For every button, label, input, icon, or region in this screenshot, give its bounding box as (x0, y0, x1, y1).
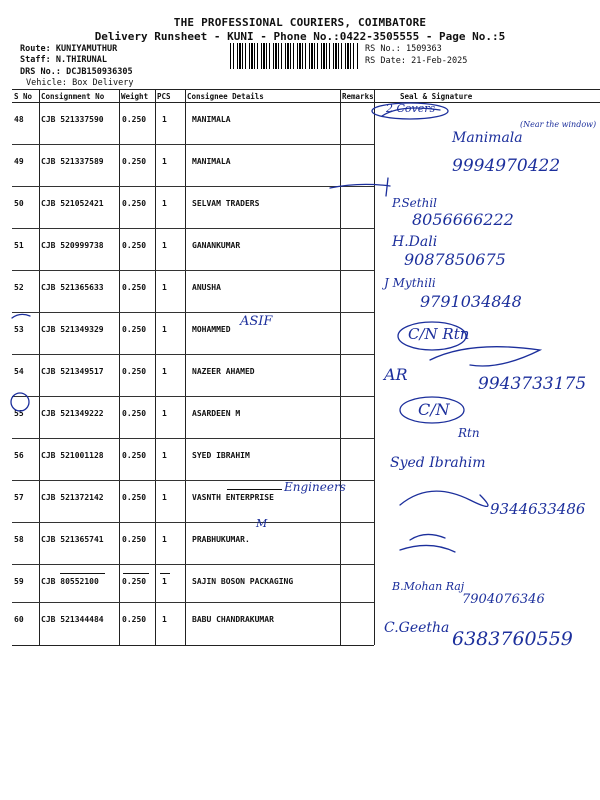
rs-no-line (365, 44, 442, 55)
cell-pcs: 1 (162, 115, 167, 124)
cell-sno: 55 (14, 409, 24, 418)
barcode-bar (290, 43, 291, 69)
row-separator (12, 186, 374, 187)
handwritten-signature: AR (384, 365, 408, 384)
cell-sno: 60 (14, 615, 24, 624)
col-header-pcs: PCS (157, 92, 171, 101)
cell-consignment: CJB 521349222 (41, 409, 104, 418)
rs-no-label: RS No.: (365, 44, 401, 54)
cell-weight: 0.250 (122, 283, 147, 292)
handwritten-name: B.Mohan Raj (392, 580, 465, 593)
handwritten-phone: 9994970422 (452, 156, 561, 176)
row-separator (12, 602, 374, 603)
cell-sno: 51 (14, 241, 24, 250)
col-header-consignment: Consignment No (41, 92, 105, 101)
handwritten-name: Manimala (452, 130, 523, 146)
barcode-bar (335, 43, 337, 69)
strike-mark (123, 573, 149, 574)
col-header-sno: S No (14, 92, 33, 101)
barcode-bar (357, 43, 358, 69)
barcode-bar (245, 43, 246, 69)
barcode-bar (317, 43, 318, 69)
table-bottom-rule (12, 645, 374, 646)
barcode-bar (302, 43, 303, 69)
cell-consignee: SELVAM TRADERS (192, 199, 260, 208)
handwritten-cn-stamp: C/N (418, 400, 450, 419)
handwritten-cn-rtn-stamp: C/N Rtn (408, 325, 470, 343)
staff-label: Staff: (20, 55, 51, 65)
strike-mark (160, 573, 170, 574)
barcode-bar (311, 43, 313, 69)
cell-pcs: 1 (162, 451, 167, 460)
cell-pcs: 1 (162, 283, 167, 292)
barcode-bar (333, 43, 334, 69)
handwritten-name: P.Sethil (392, 196, 438, 210)
barcode-bar (321, 43, 322, 69)
row-separator (12, 354, 374, 355)
table-row (12, 313, 600, 355)
cell-weight: 0.250 (122, 367, 147, 376)
cell-weight: 0.250 (122, 451, 147, 460)
barcode-bar (341, 43, 342, 69)
cell-sno: 58 (14, 535, 24, 544)
cell-weight: 0.250 (122, 115, 147, 124)
cell-sno: 50 (14, 199, 24, 208)
cell-sno: 59 (14, 577, 24, 586)
barcode-bar (230, 43, 231, 69)
handwritten-name: H.Dali (392, 234, 438, 250)
barcode-bar (326, 43, 327, 69)
cell-sno: 57 (14, 493, 24, 502)
cell-consignment: CJB 80552100 (41, 577, 99, 586)
table-row (12, 523, 600, 565)
cell-consignment: CJB 521349517 (41, 367, 104, 376)
handwritten-signature: Syed Ibrahim (390, 455, 486, 471)
cell-consignee: SYED IBRAHIM (192, 451, 250, 460)
cell-weight: 0.250 (122, 241, 147, 250)
cell-consignee: VASNTH ENTERPRISE (192, 493, 274, 502)
barcode-bar (285, 43, 286, 69)
col-header-remarks: Remarks (342, 92, 374, 101)
cell-sno: 56 (14, 451, 24, 460)
cell-pcs: 1 (162, 409, 167, 418)
cell-pcs: 1 (162, 535, 167, 544)
cell-weight: 0.250 (122, 199, 147, 208)
cell-pcs: 1 (162, 325, 167, 334)
cell-pcs: 1 (162, 241, 167, 250)
col-header-seal-signature: Seal & Signature (400, 92, 473, 101)
cell-pcs: 1 (162, 199, 167, 208)
barcode-bar (233, 43, 234, 69)
cell-consignee: GANANKUMAR (192, 241, 241, 250)
table-top-rule (12, 89, 600, 90)
cell-sno: 49 (14, 157, 24, 166)
barcode-bar (237, 43, 238, 69)
cell-consignee: MANIMALA (192, 157, 231, 166)
handwritten-phone: 6383760559 (452, 628, 573, 650)
company-title: THE PROFESSIONAL COURIERS, COIMBATORE (173, 16, 427, 29)
cell-pcs: 1 (162, 367, 167, 376)
handwritten-phone: 9087850675 (404, 250, 506, 269)
handwritten-rtn-note: Rtn (458, 426, 480, 440)
row-separator (12, 312, 374, 313)
barcode-bar (329, 43, 330, 69)
cell-consignment: CJB 521349329 (41, 325, 104, 334)
barcode-bar (254, 43, 255, 69)
cell-consignment: CJB 521337590 (41, 115, 104, 124)
cell-consignee: MOHAMMED (192, 325, 231, 334)
handwritten-name-addition: ASIF (240, 314, 273, 329)
cell-weight: 0.250 (122, 577, 147, 586)
row-separator (12, 522, 374, 523)
row-separator (12, 564, 374, 565)
handwritten-phone: 9791034848 (420, 292, 522, 311)
cell-sno: 53 (14, 325, 24, 334)
barcode-bar (323, 43, 325, 69)
route-label: Route: (20, 44, 51, 54)
barcode (230, 43, 358, 69)
cell-sno: 48 (14, 115, 24, 124)
staff-line (20, 55, 107, 66)
strike-mark (227, 489, 282, 490)
barcode-bar (275, 43, 277, 69)
route-line (20, 44, 117, 55)
strike-mark (60, 573, 105, 574)
barcode-bar (242, 43, 243, 69)
cell-consignment: CJB 521344484 (41, 615, 104, 624)
cell-weight: 0.250 (122, 325, 147, 334)
handwritten-phone: 9344633486 (490, 500, 586, 518)
vehicle-label: Vehicle: (26, 78, 67, 88)
barcode-bar (278, 43, 279, 69)
cell-consignee: ANUSHA (192, 283, 221, 292)
cell-pcs: 1 (162, 157, 167, 166)
cell-pcs: 1 (162, 615, 167, 624)
cell-consignee: BABU CHANDRAKUMAR (192, 615, 274, 624)
barcode-bar (249, 43, 250, 69)
vehicle-line (26, 78, 134, 89)
handwritten-phone: 7904076346 (462, 592, 545, 607)
barcode-bar (266, 43, 267, 69)
barcode-bar (251, 43, 253, 69)
handwritten-addition: M (256, 517, 268, 530)
cell-weight: 0.250 (122, 535, 147, 544)
cell-pcs: 1 (162, 493, 167, 502)
col-header-weight: Weight (121, 92, 149, 101)
handwritten-addition: Engineers (284, 480, 346, 494)
barcode-bar (305, 43, 306, 69)
drs-label: DRS No.: (20, 67, 61, 77)
cell-consignment: CJB 521001128 (41, 451, 104, 460)
barcode-bar (350, 43, 351, 69)
barcode-bar (273, 43, 274, 69)
cell-weight: 0.250 (122, 157, 147, 166)
barcode-bar (239, 43, 241, 69)
rs-no-value: 1509363 (405, 44, 442, 54)
handwritten-phone: 8056666222 (412, 210, 514, 229)
barcode-bar (287, 43, 289, 69)
barcode-bar (314, 43, 315, 69)
barcode-bar (269, 43, 270, 69)
barcode-bar (293, 43, 294, 69)
cell-weight: 0.250 (122, 615, 147, 624)
cell-weight: 0.250 (122, 493, 147, 502)
row-separator (12, 438, 374, 439)
cell-consignee: NAZEER AHAMED (192, 367, 255, 376)
table-row (12, 397, 600, 439)
barcode-bar (347, 43, 349, 69)
cell-consignment: CJB 521365741 (41, 535, 104, 544)
barcode-bar (353, 43, 354, 69)
barcode-bar (297, 43, 298, 69)
cell-consignee: PRABHUKUMAR. (192, 535, 250, 544)
cell-consignee: ASARDEEN M (192, 409, 241, 418)
rs-date-line (365, 56, 467, 67)
cell-consignment: CJB 521337589 (41, 157, 104, 166)
barcode-bar (263, 43, 265, 69)
barcode-bar (281, 43, 282, 69)
route-value: KUNIYAMUTHUR (55, 44, 118, 54)
handwritten-phone: 9943733175 (478, 374, 587, 394)
barcode-bar (299, 43, 301, 69)
barcode-bar (257, 43, 258, 69)
table-row (12, 229, 600, 271)
row-separator (12, 270, 374, 271)
cell-consignment: CJB 521372142 (41, 493, 104, 502)
handwritten-covers-note: 2 Covers (386, 102, 436, 115)
handwritten-name: C.Geetha (384, 620, 450, 636)
handwritten-note: (Near the window) (520, 120, 597, 129)
rs-date-label: RS Date: (365, 56, 406, 66)
cell-pcs: 1 (162, 577, 167, 586)
vehicle-value: Box Delivery (72, 78, 134, 88)
barcode-bar (261, 43, 262, 69)
table-row (12, 439, 600, 481)
staff-value: N.THIRUNAL (55, 55, 108, 65)
drs-line (20, 67, 133, 78)
cell-consignment: CJB 520999738 (41, 241, 104, 250)
barcode-bar (338, 43, 339, 69)
row-separator (12, 228, 374, 229)
col-header-consignee: Consignee Details (187, 92, 264, 101)
runsheet-subtitle: Delivery Runsheet - KUNI - Phone No.:0422-3505555 - Page No.:5 (94, 30, 506, 43)
barcode-bar (345, 43, 346, 69)
row-separator (12, 396, 374, 397)
cell-sno: 54 (14, 367, 24, 376)
cell-sno: 52 (14, 283, 24, 292)
cell-weight: 0.250 (122, 409, 147, 418)
handwritten-name: J Mythili (384, 276, 436, 290)
cell-consignee: SAJIN BOSON PACKAGING (192, 577, 294, 586)
cell-consignment: CJB 521365633 (41, 283, 104, 292)
rs-date-value: 21-Feb-2025 (411, 56, 468, 66)
cell-consignment: CJB 521052421 (41, 199, 104, 208)
drs-value: DCJB150936305 (66, 67, 133, 77)
cell-consignee: MANIMALA (192, 115, 231, 124)
row-separator (12, 144, 374, 145)
barcode-bar (309, 43, 310, 69)
